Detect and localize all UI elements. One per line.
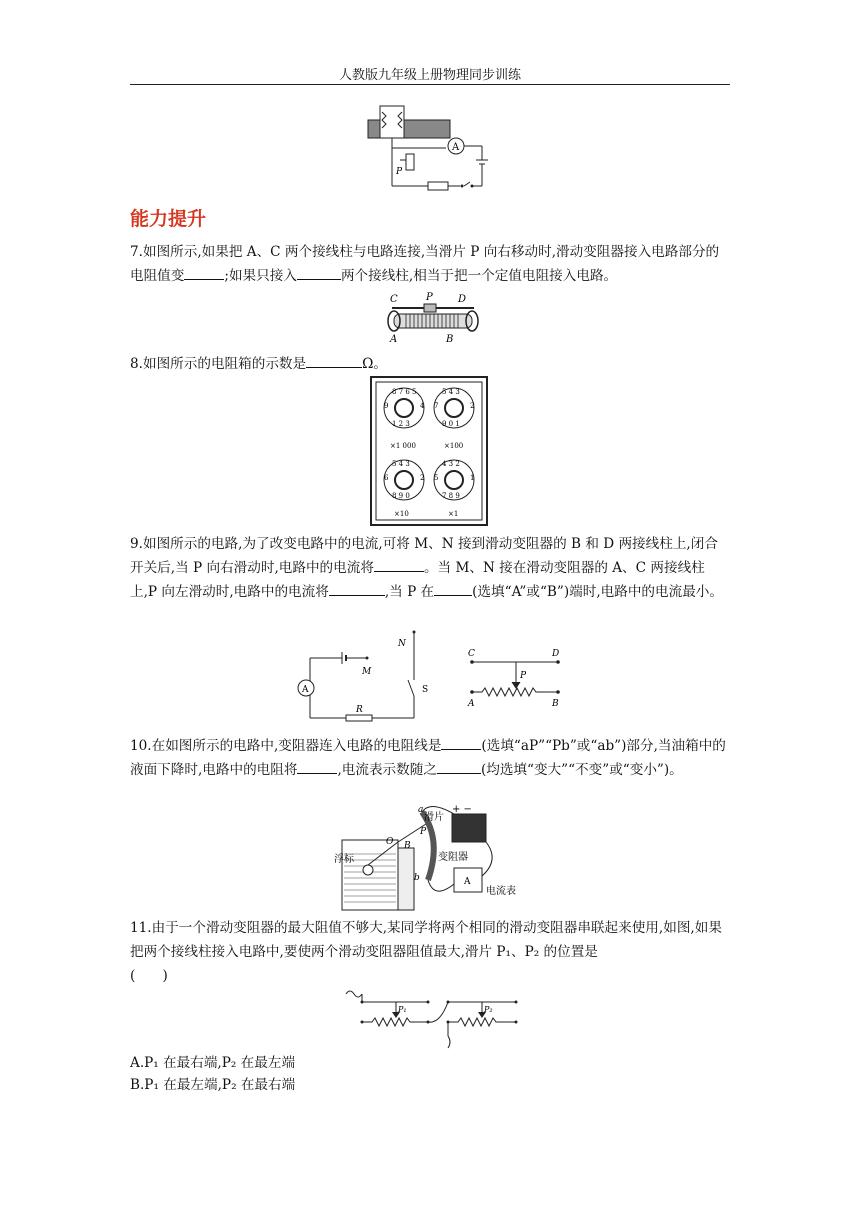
header-rule <box>130 84 730 85</box>
label-p: P <box>426 292 433 303</box>
battery <box>452 814 486 842</box>
label-d: D <box>458 294 467 305</box>
slider <box>424 304 436 312</box>
label-o: O <box>386 837 394 847</box>
label-c: C <box>468 649 475 659</box>
q11-two-rheostats-figure <box>344 984 524 1048</box>
question-8 <box>130 352 730 376</box>
svg-text:1: 1 <box>470 474 475 482</box>
q9-text-1: 9.如图所示的电路,为了改变电路中的电流,可将 M、N 接到滑动变阻器的 B 和 D 两接线柱上,闭合开关后,当 P 向右滑动时,电路中的电流将 <box>130 536 718 576</box>
option-b[interactable]: B.P₁ 在最左端,P₂ 在最右端 <box>130 1077 296 1093</box>
svg-text:1 2 3: 1 2 3 <box>392 420 410 428</box>
rheostat-label: 变阻器 <box>438 852 468 863</box>
svg-text:8 9 0: 8 9 0 <box>392 492 410 500</box>
q11-text: 11.由于一个滑动变阻器的最大阻值不够大,某同学将两个相同的滑动变阻器串联起来使用,如图,如果把两个接线柱接入电路中,要使两个滑动变阻器阻值最大,滑片 P₁、P₂ 的位置是 <box>130 920 722 960</box>
question-10 <box>130 734 730 782</box>
q9-blank-2[interactable] <box>329 581 385 596</box>
svg-text:7: 7 <box>434 402 439 410</box>
q8-text: 8.如图所示的电阻箱的示数是 <box>130 356 307 372</box>
svg-text:+ −: + − <box>452 804 472 815</box>
slider-label: 滑片 <box>424 812 444 823</box>
label-n: N <box>398 639 406 649</box>
mult-1000: ×1 000 <box>390 442 416 450</box>
label-p: P <box>420 827 427 837</box>
q9-rheostat-figure <box>464 646 574 710</box>
q9-circuit-figure <box>294 630 444 726</box>
label-p1: P₁ <box>398 1005 407 1014</box>
q10-blank-3[interactable] <box>437 759 481 774</box>
rheostat-box <box>406 154 414 170</box>
resistor-r <box>346 715 372 721</box>
mult-100: ×100 <box>444 442 464 450</box>
q7-text-1: 7.如图所示,如果把 A、C 两个接线柱与电路连接,当滑片 P 向右移动时,滑动变阻器接入电路部分的电阻值变 <box>130 244 720 284</box>
q9-text-4: (选填“A”或“B”)端时,电路中的电流最小。 <box>472 584 723 600</box>
ammeter-label: A <box>302 685 309 695</box>
q10-text-4: (均选填“变大”“不变”或“变小”)。 <box>480 762 683 778</box>
svg-text:5 4 3: 5 4 3 <box>442 388 460 396</box>
svg-text:9: 9 <box>384 402 389 410</box>
q8-resistance-box-figure <box>370 376 488 526</box>
q10-text-2: (选填“aP”“Pb”或“ab”)部分,当油箱中的液面下降时,电路中的电阻将 <box>130 738 726 778</box>
label-p2: P₂ <box>484 1005 493 1014</box>
label-s: S <box>422 685 429 695</box>
q8-unit: Ω。 <box>362 356 387 372</box>
q7-text-3: 两个接线柱,相当于把一个定值电阻接入电路。 <box>340 268 618 284</box>
q10-text-1: 10.在如图所示的电路中,变阻器连入电路的电阻线是 <box>130 738 442 754</box>
q9-blank-3[interactable] <box>434 581 472 596</box>
svg-text:8 7 6 5: 8 7 6 5 <box>392 388 417 396</box>
label-p: P <box>520 671 527 681</box>
ammeter-letter: A <box>464 877 471 887</box>
q8-blank[interactable] <box>306 353 362 368</box>
svg-text:5 4 3: 5 4 3 <box>392 460 410 468</box>
section-title: 能力提升 <box>130 208 207 230</box>
svg-text:7 8 9: 7 8 9 <box>442 492 460 500</box>
q10-fuel-gauge-figure <box>330 800 530 912</box>
label-a-small: a <box>418 805 424 815</box>
label-b: B <box>446 334 454 345</box>
label-r: R <box>356 705 363 715</box>
mult-1: ×1 <box>448 510 459 518</box>
q7-blank-1[interactable] <box>184 265 224 280</box>
label-c: C <box>390 294 398 305</box>
question-11 <box>130 916 730 988</box>
float <box>363 865 373 875</box>
question-9 <box>130 532 730 604</box>
q10-blank-1[interactable] <box>441 735 481 750</box>
label-m: M <box>362 667 372 677</box>
resistor <box>428 182 448 190</box>
option-a[interactable]: A.P₁ 在最右端,P₂ 在最左端 <box>130 1055 296 1071</box>
label-b-upper: B <box>404 841 411 851</box>
q7-text-2: ;如果只接入 <box>224 268 297 284</box>
svg-text:5: 5 <box>434 474 439 482</box>
svg-text:4: 4 <box>420 402 425 410</box>
q9-text-3: ,当 P 在 <box>384 584 435 600</box>
svg-text:9 0 1: 9 0 1 <box>442 420 460 428</box>
float-label: 浮标 <box>334 854 354 865</box>
q10-blank-2[interactable] <box>297 759 337 774</box>
label-a: A <box>468 699 475 709</box>
q7-rheostat-figure <box>384 292 484 348</box>
q7-blank-2[interactable] <box>297 265 341 280</box>
label-b-lower: b <box>414 873 420 883</box>
q10-text-3: ,电流表示数随之 <box>337 762 437 778</box>
page-header: 人教版九年级上册物理同步训练 <box>338 68 521 83</box>
q9-blank-1[interactable] <box>374 557 424 572</box>
svg-text:2: 2 <box>470 402 475 410</box>
question-7 <box>130 240 730 288</box>
q11-paren: ( ) <box>130 968 168 984</box>
q9-text-2: 。当 M、N 接在滑动变阻器的 A、C 两接线柱上,P 向左滑动时,电路中的电流将 <box>130 560 705 600</box>
svg-text:2: 2 <box>420 474 425 482</box>
svg-text:A: A <box>452 142 460 153</box>
top-circuit-figure <box>360 98 500 198</box>
label-d: D <box>552 649 560 659</box>
mult-10: ×10 <box>394 510 409 518</box>
ammeter-label: 电流表 <box>486 886 516 897</box>
svg-text:4 3 2: 4 3 2 <box>442 460 460 468</box>
label-b: B <box>552 699 559 709</box>
svg-text:6: 6 <box>384 474 389 482</box>
label-a: A <box>390 334 398 345</box>
svg-text:P: P <box>396 167 403 177</box>
